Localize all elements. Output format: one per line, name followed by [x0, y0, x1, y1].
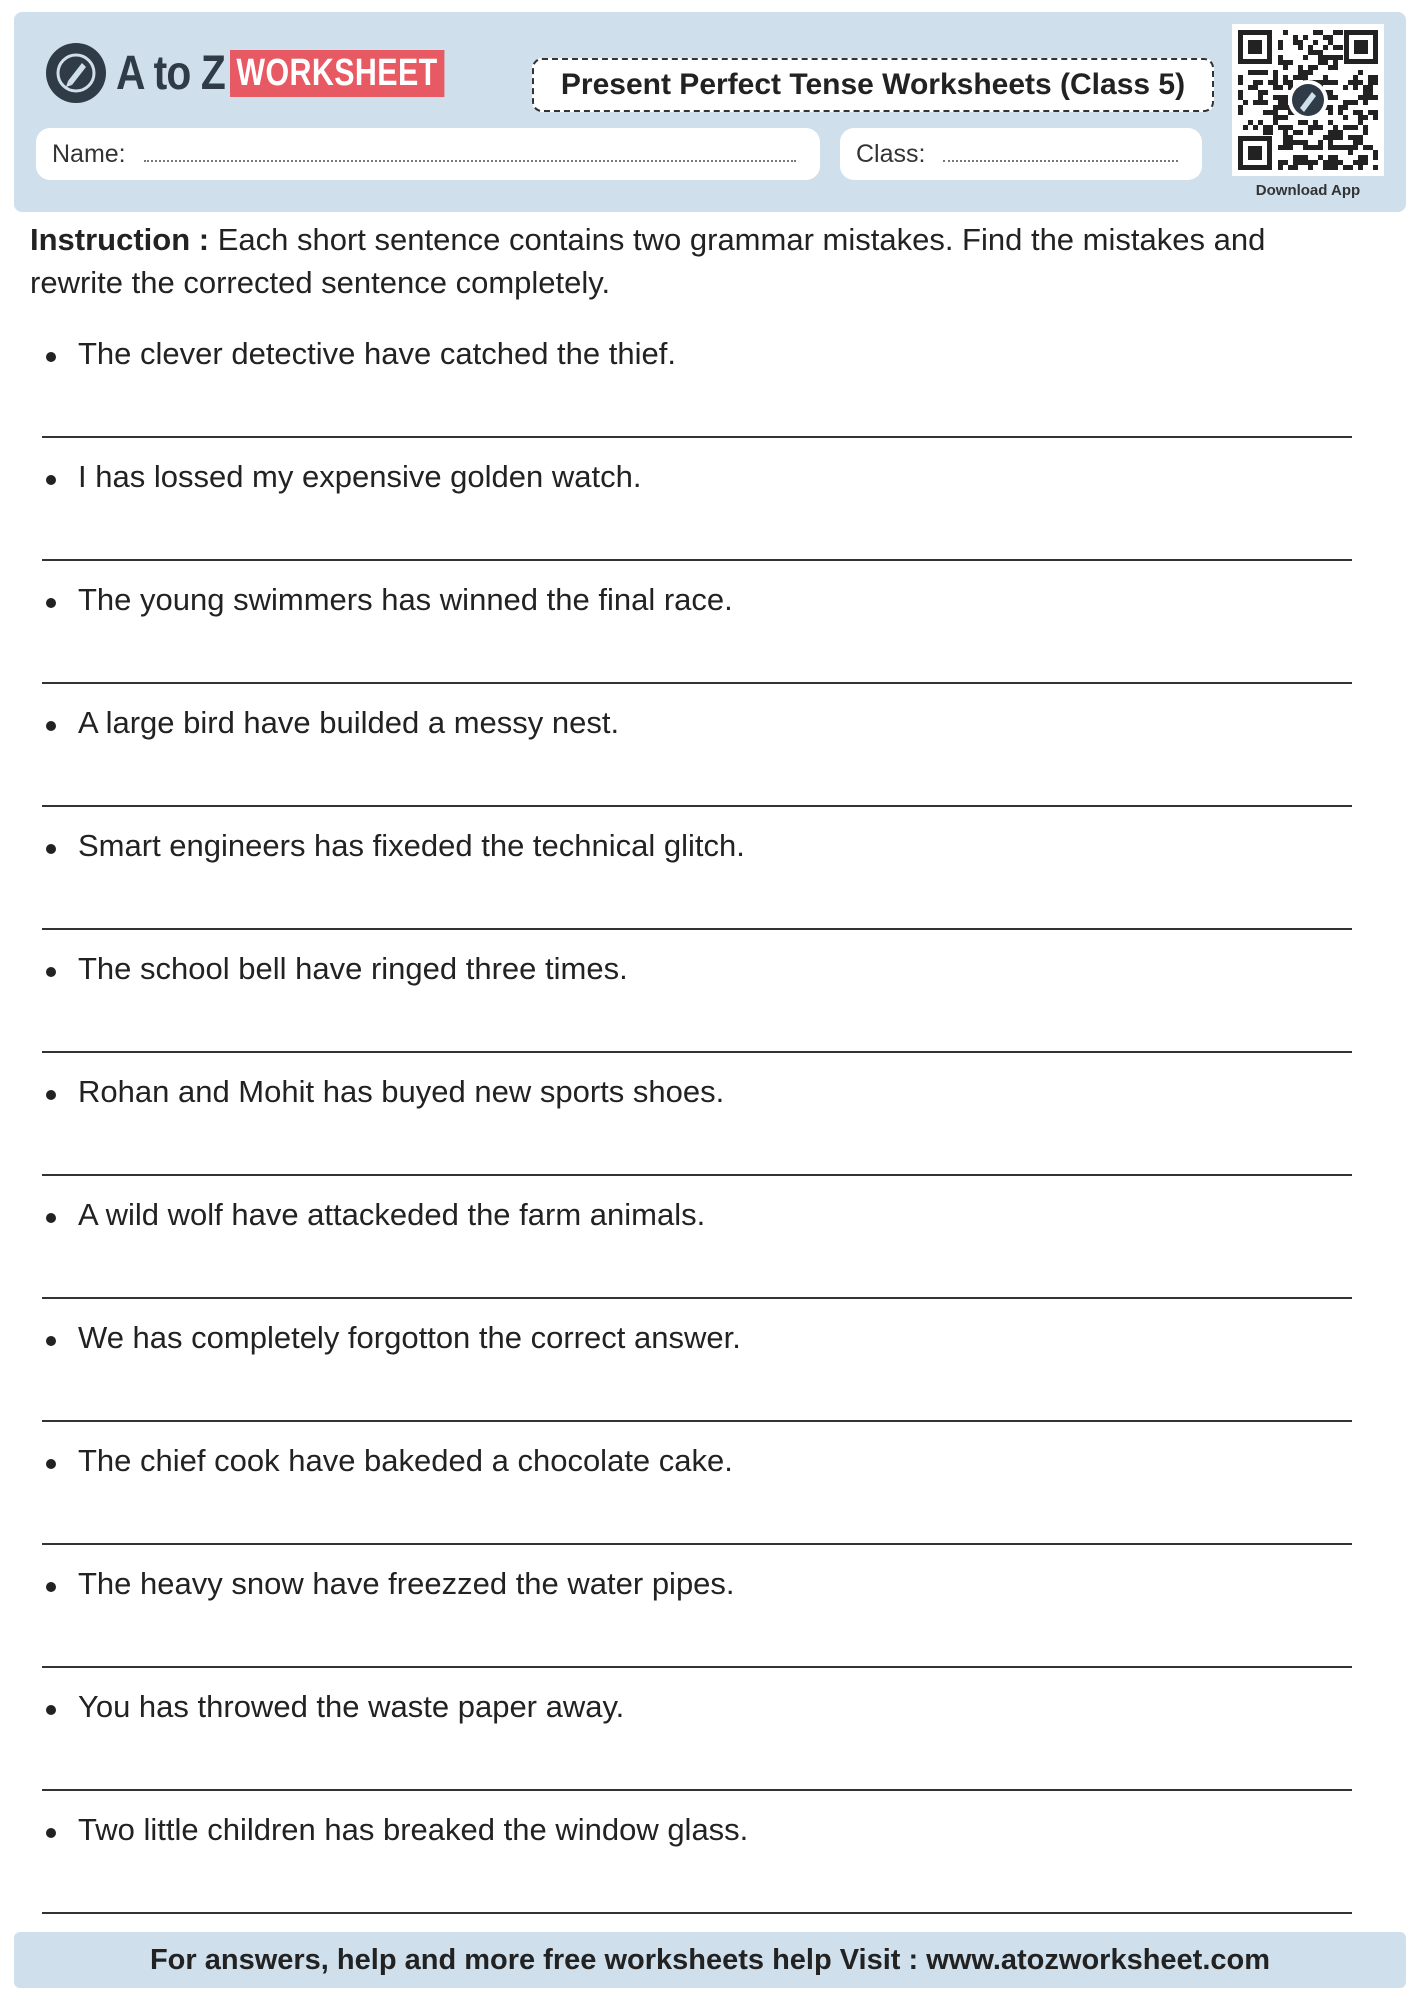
list-item [42, 310, 1352, 433]
bullet [46, 352, 56, 362]
list-item [42, 556, 1352, 679]
sentence: The heavy snow have freezzed the water pipes. [78, 1566, 735, 1601]
list-item [42, 1048, 1352, 1171]
download-app-caption: Download App [1255, 182, 1361, 199]
logo [46, 40, 498, 106]
sentence: We has completely forgotton the correct answer. [78, 1320, 741, 1355]
sentence: The school bell have ringed three times. [78, 951, 628, 986]
sentence: Rohan and Mohit has buyed new sports shoes. [78, 1074, 725, 1109]
bullet [46, 1705, 56, 1715]
bullet [46, 1336, 56, 1346]
list-item [42, 1171, 1352, 1294]
sentence: Smart engineers has fixeded the technical glitch. [78, 828, 745, 863]
bullet [46, 598, 56, 608]
page-title: Present Perfect Tense Worksheets (Class 5) [532, 58, 1214, 112]
bullet [46, 721, 56, 731]
pen-nib-icon [46, 43, 106, 103]
sentence: A large bird have builded a messy nest. [78, 705, 620, 740]
bullet [46, 1090, 56, 1100]
list-item [42, 1294, 1352, 1417]
bullet [46, 1213, 56, 1223]
bullet [46, 1828, 56, 1838]
sentence: You has throwed the waste paper away. [78, 1689, 625, 1724]
list-item [42, 1786, 1352, 1909]
sentence: Two little children has breaked the window glass. [78, 1812, 749, 1847]
class-dotted-line [943, 160, 1178, 162]
list-item [42, 1540, 1352, 1663]
list-item [42, 1417, 1352, 1540]
list-item [42, 1663, 1352, 1786]
bullet [46, 844, 56, 854]
sentence: The young swimmers has winned the final race. [78, 582, 733, 617]
worksheet-header [14, 12, 1406, 212]
list-item [42, 925, 1352, 1048]
class-label: Class: [856, 139, 926, 168]
sentence: A wild wolf have attackeded the farm animals. [78, 1197, 706, 1232]
class-field[interactable] [840, 128, 1202, 180]
instruction-text: Each short sentence contains two grammar mistakes. Find the mistakes and rewrite the corrected sentence completely. [30, 222, 1266, 300]
bullet [46, 967, 56, 977]
list-item [42, 433, 1352, 556]
name-label: Name: [52, 139, 126, 168]
bullet [46, 1459, 56, 1469]
instruction [30, 218, 1360, 304]
list-item [42, 802, 1352, 925]
sentence: The clever detective have catched the thief. [78, 336, 676, 371]
exercise-list [42, 310, 1352, 1909]
logo-badge: WORKSHEET [230, 50, 444, 97]
footer-banner[interactable]: For answers, help and more free worksheets help Visit : www.atozworksheet.com [14, 1932, 1406, 1988]
list-item [42, 679, 1352, 802]
instruction-label: Instruction : [30, 222, 210, 257]
bullet [46, 475, 56, 485]
logo-text: A to Z [116, 46, 225, 100]
bullet [46, 1582, 56, 1592]
name-field[interactable] [36, 128, 820, 180]
sentence: The chief cook have bakeded a chocolate cake. [78, 1443, 733, 1478]
qr-code-icon[interactable] [1232, 24, 1384, 176]
answer-line[interactable] [42, 1912, 1352, 1914]
name-dotted-line [144, 160, 796, 162]
sentence: I has lossed my expensive golden watch. [78, 459, 642, 494]
